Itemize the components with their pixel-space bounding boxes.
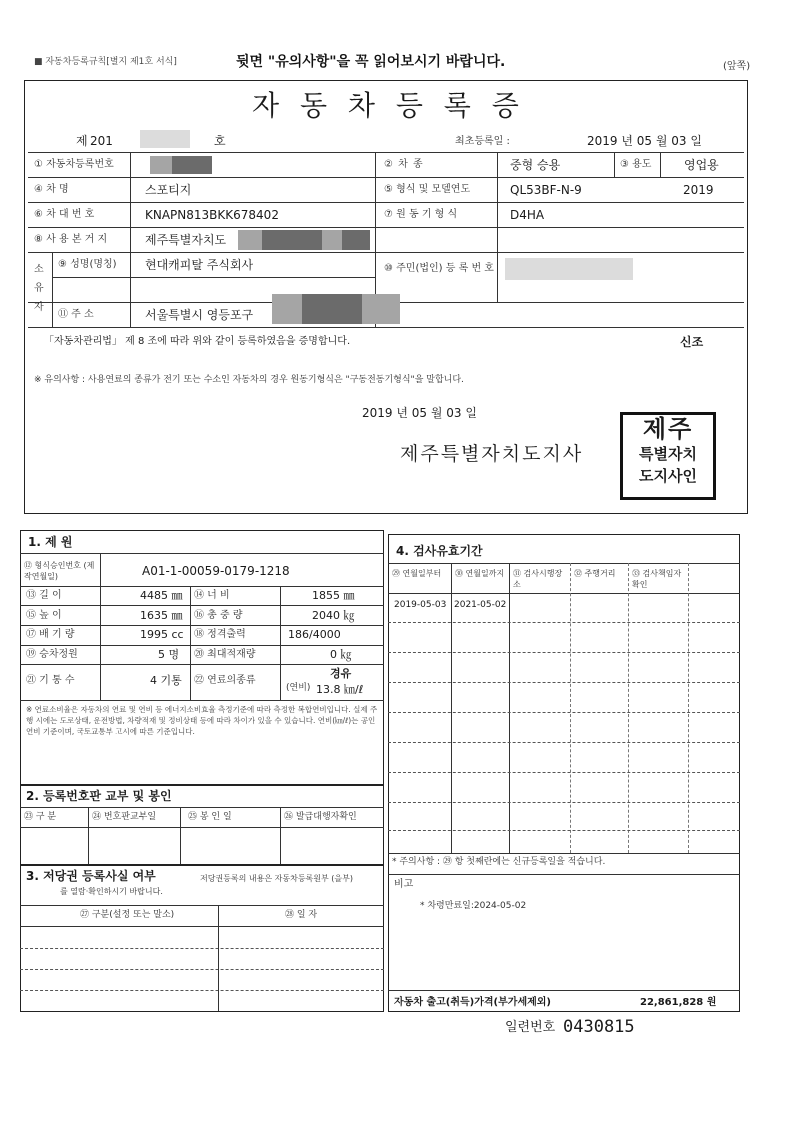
reg-no-label: ① 자동차등록번호 — [34, 159, 114, 170]
approval-label: ⑫ 형식승인번호 (제작연월일) — [24, 561, 95, 581]
owner-group-label: 소유자 — [34, 264, 44, 313]
capacity-value: 5 명 — [158, 648, 180, 661]
issue-date: 2019 년 05 월 03 일 — [362, 406, 477, 420]
approval-no: A01-1-00059-0179-1218 — [142, 564, 290, 578]
doc-number: 201 — [90, 134, 113, 148]
fuel-type-label: ㉒ 연료의종류 — [194, 675, 256, 686]
redacted-location-a — [238, 230, 262, 250]
cylinders-value: 4 기통 — [150, 674, 182, 687]
mortgage-subtitle: 저당권등록의 내용은 자동차등록원부 (을부)를 열람·확인하시기 바랍니다. — [60, 874, 353, 896]
inspection-col-4: ㉜ 주행거리 — [574, 569, 616, 578]
first-reg-label: 최초등록일 : — [455, 136, 510, 147]
length-value: 4485 ㎜ — [140, 589, 183, 602]
plate-col-3: ㉕ 봉 인 일 — [188, 812, 232, 822]
spec-footnote: ※ 연료소비율은 자동차의 연료 및 연비 등 에너지소비효율 측정기준에 따라 측정한 복합연비입니다. 실제 주행 시에는 도로상태, 운전방법, 차량적재 및 정비상태 등에 따라 차이가 있을 수 있습니다. 연비(㎞/ℓ)는 공인연비 기준이며, 국토교통부 고시에 따른 기준입니다. — [26, 705, 378, 736]
form-reference: ■ 자동차등록규칙[별지 제1호 서식] — [34, 57, 177, 67]
price-value: 22,861,828 원 — [640, 997, 717, 1008]
redacted-id — [505, 258, 633, 280]
width-value: 1855 ㎜ — [312, 589, 355, 602]
location-label: ⑧ 사 용 본 거 지 — [34, 234, 108, 245]
inspection-row-1-to: 2021-05-02 — [454, 600, 507, 610]
serial-number: 0430815 — [563, 1017, 635, 1037]
plate-col-1: ㉓ 구 분 — [24, 812, 57, 822]
inspection-col-3: ㉛ 검사시행장소 — [513, 569, 563, 589]
remarks-value: * 차령만료일:2024-05-02 — [420, 901, 527, 911]
width-label: ⑭ 너 비 — [194, 590, 230, 601]
displacement-label: ⑰ 배 기 량 — [26, 629, 75, 640]
gross-weight-label: ⑯ 총 중 량 — [194, 610, 243, 621]
notice-text: 뒷면 "유의사항"을 꼭 읽어보시기 바랍니다. — [236, 54, 506, 70]
first-reg-date: 2019 년 05 월 03 일 — [587, 134, 702, 148]
cylinders-label: ㉑ 기 통 수 — [26, 675, 75, 686]
mortgage-col-1: ㉗ 구분(설정 또는 말소) — [80, 910, 175, 920]
displacement-value: 1995 cc — [140, 628, 184, 641]
redacted-doc-number — [140, 130, 190, 148]
inspection-col-2: ㉚ 연월일까지 — [455, 569, 505, 578]
inspection-row-1-from: 2019-05-03 — [394, 600, 447, 610]
mortgage-col-2: ㉘ 일 자 — [285, 910, 318, 920]
efficiency-label: (연비) — [286, 683, 311, 693]
rated-output-label: ⑱ 정격출력 — [194, 629, 246, 640]
efficiency-value: 13.8 ㎞/ℓ — [316, 683, 364, 696]
id-label: ⑩ 주민(법인) 등 록 번 호 — [384, 263, 494, 274]
owner-name-label: ⑨ 성명(명칭) — [58, 259, 117, 270]
capacity-label: ⑲ 승차정원 — [26, 649, 78, 660]
max-load-label: ⑳ 최대적재량 — [194, 649, 256, 660]
plate-col-2: ㉔ 번호판교부일 — [92, 812, 157, 822]
usage-label: ③ 용도 — [620, 159, 652, 170]
inspection-note: * 주의사항 : ㉙ 항 첫째란에는 신규등록일을 적습니다. — [392, 857, 606, 867]
redacted-address-b — [302, 294, 362, 324]
car-type-label: ② 차 종 — [384, 159, 424, 170]
mortgage-title: 3. 저당권 등록사실 여부 — [26, 869, 156, 883]
certify-type: 신조 — [680, 335, 704, 349]
plate-title: 2. 등록번호판 교부 및 봉인 — [26, 789, 172, 803]
plate-col-4: ㉖ 발급대행자확인 — [284, 812, 357, 822]
engine-label: ⑦ 원 동 기 형 식 — [384, 209, 458, 220]
model-year: 2019 — [683, 183, 714, 197]
location-value: 제주특별자치도 — [145, 233, 227, 247]
redacted-reg-no-b — [172, 156, 212, 174]
usage-value: 영업용 — [684, 158, 719, 172]
car-name-label: ④ 차 명 — [34, 184, 69, 195]
document-title: 자 동 차 등 록 증 — [252, 89, 525, 122]
doc-number-suffix: 호 — [214, 134, 226, 148]
redacted-location-c — [322, 230, 342, 250]
model-label: ⑤ 형식 및 모델연도 — [384, 184, 471, 195]
remarks-label: 비고 — [394, 879, 414, 890]
fuel-type-value: 경유 — [330, 667, 352, 680]
issuer-name: 제주특별자치도지사 — [400, 443, 584, 465]
car-type-value: 중형 승용 — [510, 158, 561, 172]
redacted-address-c — [362, 294, 400, 324]
page-side: (앞쪽) — [723, 61, 751, 72]
max-load-value: 0 ㎏ — [330, 648, 352, 661]
caution-text: ※ 유의사항 : 사용연료의 종류가 전기 또는 수소인 자동차의 경우 원동기형식은 "구동전동기형식"을 말합니다. — [34, 375, 464, 385]
redacted-location-b — [262, 230, 322, 250]
address-label: ⑪ 주 소 — [58, 309, 94, 320]
rated-output-value: 186/4000 — [288, 628, 341, 641]
height-value: 1635 ㎜ — [140, 609, 183, 622]
certify-text: 「자동차관리법」 제 8 조에 따라 위와 같이 등록하였음을 증명합니다. — [44, 336, 351, 347]
redacted-address-a — [272, 294, 302, 324]
inspection-col-5: ㉝ 검사책임자확인 — [632, 569, 682, 589]
owner-name-value: 현대캐피탈 주식회사 — [145, 258, 254, 272]
inspection-title: 4. 검사유효기간 — [396, 544, 483, 558]
vin-value: KNAPN813BKK678402 — [145, 208, 279, 222]
length-label: ⑬ 길 이 — [26, 590, 62, 601]
model-value: QL53BF-N-9 — [510, 183, 582, 197]
address-value: 서울특별시 영등포구 — [145, 308, 254, 322]
price-label: 자동차 출고(취득)가격(부가세제외) — [394, 997, 552, 1008]
seal-line-2: 특별자치 — [639, 445, 697, 463]
seal-line-1: 제주 — [642, 415, 694, 443]
gross-weight-value: 2040 ㎏ — [312, 609, 355, 622]
doc-number-label: 제 — [76, 134, 88, 148]
official-seal — [620, 412, 716, 500]
serial-label: 일련번호 — [505, 1020, 556, 1035]
redacted-location-d — [342, 230, 370, 250]
vin-label: ⑥ 차 대 번 호 — [34, 209, 95, 220]
inspection-col-1: ㉙ 연월일부터 — [392, 569, 442, 578]
car-name-value: 스포티지 — [145, 183, 192, 197]
engine-value: D4HA — [510, 208, 545, 222]
spec-title: 1. 제 원 — [28, 535, 73, 549]
redacted-reg-no-a — [150, 156, 172, 174]
seal-line-3: 도지사인 — [639, 467, 697, 485]
height-label: ⑮ 높 이 — [26, 610, 62, 621]
